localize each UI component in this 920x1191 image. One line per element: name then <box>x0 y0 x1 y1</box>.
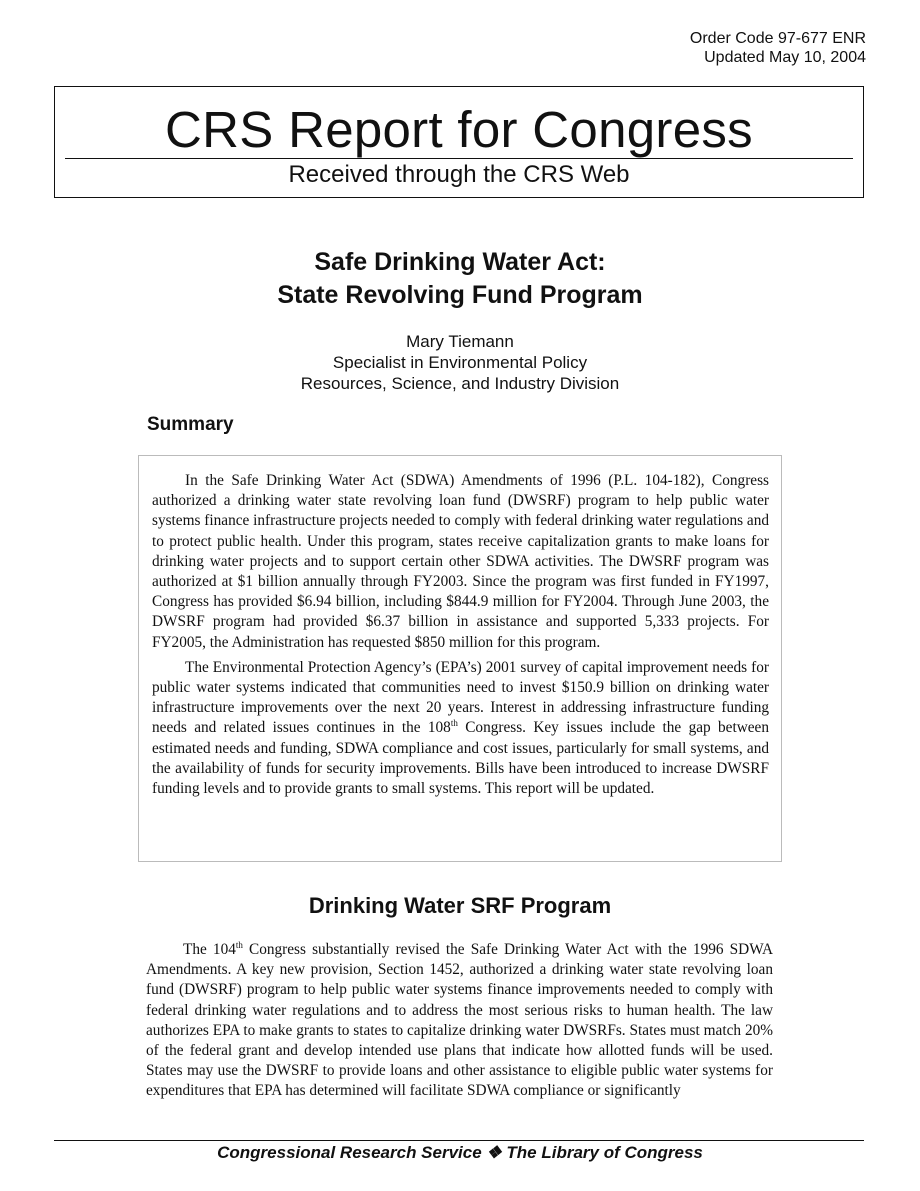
order-code-block <box>690 29 866 67</box>
author-name: Mary Tiemann <box>406 332 514 351</box>
order-code: Order Code 97-677 ENR <box>689 30 866 47</box>
body-paragraph <box>146 940 773 1102</box>
summary-p2-start: The Environmental Protection Agency’s (EPA’s) 2001 survey of capital improvement needs for public water systems indicated that communities need to invest $150.9 billion on drinking water infrastructure improvements over the next 20 years. Interest in addressing infrastructure funding needs and related issues continues in the 108 <box>152 658 769 737</box>
masthead-subtitle: Received through the CRS Web <box>288 161 630 188</box>
summary-paragraph: In the Safe Drinking Water Act (SDWA) Amendments of 1996 (P.L. 104-182), Congress authorized a drinking water state revolving loan fund (DWSRF) program to help public water systems finance infrastructure projects needed to comply with federal drinking water regulations and to protect public health. Under this program, states receive capitalization grants to make loans for drinking water projects and to support certain other SDWA activities. The DWSRF program was authorized at $1 billion annually through FY2003. Since the program was first funded in FY1997, Congress has provided $6.94 billion, including $844.9 million for FY2004. Through June 2003, the DWSRF program had provided $6.37 billion in assistance and supported 5,333 projects. For FY2005, the Administration has requested $850 million for this program. <box>152 472 769 651</box>
footer-left: Congressional Research Service <box>217 1143 482 1162</box>
masthead-title: CRS Report for Congress <box>165 101 753 158</box>
title-line-1: Safe Drinking Water Act: <box>314 248 606 276</box>
summary-text <box>152 471 769 799</box>
title-line-2: State Revolving Fund Program <box>277 281 643 309</box>
author-block <box>0 331 920 394</box>
ordinal-suffix: th <box>450 718 458 729</box>
summary-heading: Summary <box>147 414 234 435</box>
footer-divider <box>54 1140 864 1141</box>
section-body <box>146 940 773 1102</box>
section-heading: Drinking Water SRF Program <box>308 893 612 918</box>
footer-right: The Library of Congress <box>506 1143 703 1162</box>
document-title <box>0 246 920 312</box>
summary-paragraph <box>152 658 769 799</box>
summary-p2-end: Congress. Key issues include the gap between estimated needs and funding, SDWA compliance and cost issues, particularly for small systems, and the availability of funds for security improvements. Bills have been introduced to increase DWSRF funding levels and to provide grants to small systems. This report will be updated. <box>152 719 769 798</box>
ordinal-suffix: th <box>235 940 243 950</box>
masthead-divider <box>65 158 853 159</box>
body-p1-end: Congress substantially revised the Safe Drinking Water Act with the 1996 SDWA Amendments. A key new provision, Section 1452, authorized a drinking water state revolving loan fund (DWSRF) program to help public water systems finance improvements needed to comply with federal drinking water regulations and to address the most serious risks to human health. The law authorizes EPA to make grants to states to capitalize drinking water DWSRFs. States must match 20% of the federal grant and develop intended use plans that indicate how allotted funds will be used. States may use the DWSRF to provide loans and other assistance to eligible public water systems for expenditures that EPA has determined will facilitate SDWA compliance or significantly <box>146 941 773 1100</box>
author-role: Specialist in Environmental Policy <box>332 353 588 372</box>
masthead <box>54 86 864 198</box>
author-division: Resources, Science, and Industry Division <box>300 374 620 393</box>
footer-separator-icon: ❖ <box>486 1143 502 1162</box>
body-p1-start: The 104 <box>183 941 236 958</box>
updated-date: Updated May 10, 2004 <box>704 49 866 66</box>
footer <box>0 1143 920 1163</box>
